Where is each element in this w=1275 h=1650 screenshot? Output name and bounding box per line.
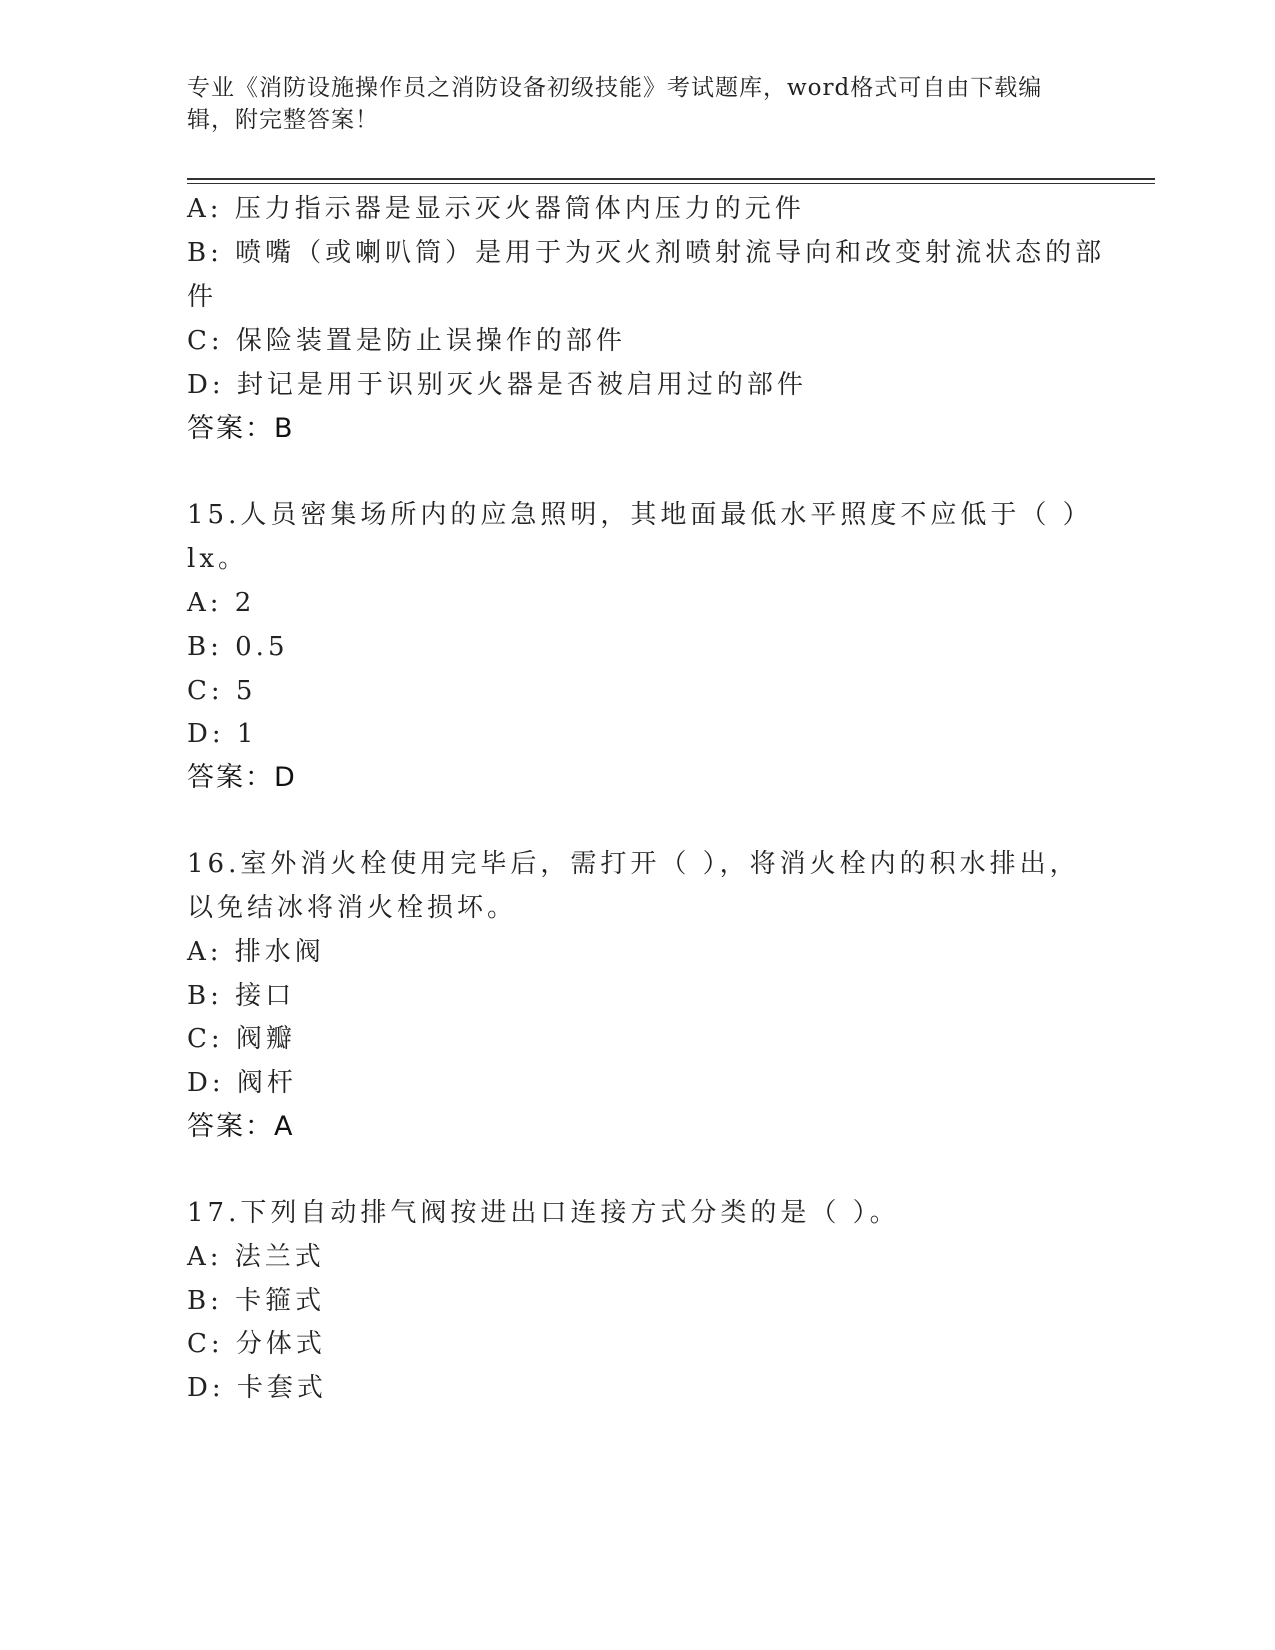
- document-header: [187, 72, 1087, 136]
- q16-option-d: D: 阀杆: [187, 1068, 297, 1098]
- header-divider-thin: [187, 183, 1155, 184]
- q17-option-d: D: 卡套式: [187, 1373, 327, 1403]
- q16-option-c: C: 阀瓣: [187, 1024, 296, 1054]
- q17-option-c: C: 分体式: [187, 1329, 326, 1359]
- q17-option-a: A: 法兰式: [187, 1242, 325, 1272]
- q14-option-a: A: 压力指示器是显示灭火器筒体内压力的元件: [187, 194, 805, 224]
- q15-option-c: C: 5: [187, 676, 257, 706]
- header-line-2: 辑，附完整答案！: [187, 107, 379, 133]
- q14-option-b-cont: 件: [187, 282, 218, 312]
- q15-option-b: B: 0.5: [187, 632, 289, 662]
- q16-stem-cont: 以免结冰将消火栓损坏。: [187, 893, 518, 923]
- q14-option-d: D: 封记是用于识别灭火器是否被启用过的部件: [187, 370, 807, 400]
- q15-stem-cont: lx。: [187, 544, 248, 574]
- q15-option-a: A: 2: [187, 588, 256, 618]
- q15-stem: 15.人员密集场所内的应急照明，其地面最低水平照度不应低于（ ）: [187, 500, 1093, 530]
- q16-option-a: A: 排水阀: [187, 937, 325, 967]
- q16-option-b: B: 接口: [187, 981, 296, 1011]
- q14-answer: 答案：B: [187, 413, 295, 444]
- q15-option-d: D: 1: [187, 719, 258, 749]
- q17-stem: 17.下列自动排气阀按进出口连接方式分类的是（ ）。: [187, 1198, 900, 1228]
- q14-option-b: B: 喷嘴（或喇叭筒）是用于为灭火剂喷射流导向和改变射流状态的部: [187, 238, 1106, 268]
- header-divider-thick: [187, 178, 1155, 180]
- q17-option-b: B: 卡箍式: [187, 1286, 326, 1316]
- q14-option-c: C: 保险装置是防止误操作的部件: [187, 326, 626, 356]
- q16-stem: 16.室外消火栓使用完毕后，需打开（ ），将消火栓内的积水排出，: [187, 849, 1080, 879]
- header-line-1: 专业《消防设施操作员之消防设备初级技能》考试题库，word格式可自由下载编: [187, 75, 1043, 101]
- q15-answer: 答案：D: [187, 762, 297, 793]
- q16-answer: 答案：A: [187, 1111, 295, 1142]
